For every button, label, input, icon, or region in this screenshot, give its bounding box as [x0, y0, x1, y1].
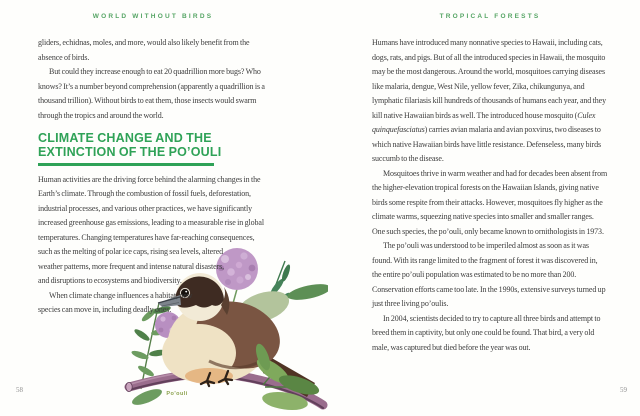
- pooulli-bird-artwork: [113, 247, 328, 416]
- section-heading-line2: EXTINCTION OF THE PO’OULI: [38, 144, 222, 159]
- running-head-right: TROPICAL FORESTS: [439, 13, 541, 20]
- paragraph-mosquito-part1: Humans have introduced many nonnative species to Hawaii, including cats, dogs, rats, and pigs. But of all the introduced species in Hawaii, the mosquito may be the most dangerous. Around the world, mosquitoes carrying diseases like malaria, dengue, West Nile, yellow fever, Zika, chikungunya, and lymphatic filariasis kill hundreds of thousands of humans each year, and they kill native Hawaiian birds as well. The introduced house mosquito (: [372, 38, 606, 120]
- right-body-text: [372, 0, 608, 355]
- left-body-text: [38, 0, 268, 397]
- page-right: [372, 0, 627, 416]
- paragraph-quadrillion: But could they increase enough to eat 20 quadrillion more bugs? Who knows? It’s a number beyond comprehension (apparently a quadrillion is a thousand trillion). Without birds to eat them, those insects would swarm through the tropics and around the world.: [38, 67, 265, 120]
- gutter-leaf: [286, 281, 328, 303]
- heading-underline: [38, 163, 214, 166]
- paragraph-warm-weather: Mosquitoes thrive in warm weather and had for decades been absent from the higher-elevation tropical forests on the Hawaiian Islands, giving native birds some respite from their attacks. However, mosquitoes fly higher as the climate warms, squeezing native species into smaller and smaller ranges. One such species, the po’ouli, only became known to ornithologists in 1973.: [372, 168, 608, 236]
- paragraph-capture: In 2004, scientists decided to try to capture all three birds and attempt to breed them in captivity, but only one could be found. That bird, a very old male, was captured but died before the year was out.: [372, 313, 601, 352]
- paragraph-climate-part1: Human activities are the driving force behind the alarming changes in the Earth’s climate. Through the combustion of fossil fuels, deforestation, industrial processes, and various other practices, we have significantly increased greenhouse gas emissions, leading to a measurable rise in global temperatures. Changing temperatures have: [38, 174, 264, 242]
- species-name: Culex quinquefasciatus: [372, 110, 596, 134]
- paragraph-mosquito: [372, 36, 608, 167]
- paragraph-imperiled: The po’ouli was understood to be imperiled almost as soon as it was found. With its range limited to the fragment of forest it was discovered in, the entire po’ouli population was estimated to be no more than 200. Conservation efforts came too late. In the 1990s, extensive surveys turned up just three living po’oulis.: [372, 241, 606, 308]
- paragraph-climate-part2: far-reaching consequences, such as the melting of polar ice caps, rising sea levels, altered weather patterns, more frequent and intense natural disasters, and disruptions to ecosystems and biodiversity.: [38, 232, 255, 285]
- section-heading: [38, 132, 268, 159]
- paragraph-new-species: When climate change influences a habitat, new species can move in, including deadly ones.: [38, 290, 193, 314]
- page-left: [16, 0, 268, 416]
- paragraph-benefit: gliders, echidnas, moles, and more, would also likely benefit from the absence of birds.: [38, 38, 250, 62]
- section-heading-line1: CLIMATE CHANGE AND THE: [38, 131, 212, 145]
- running-head-left: WORLD WITHOUT BIRDS: [92, 13, 214, 20]
- page-number-right: 59: [620, 386, 627, 394]
- paragraph-mosquito-part2: ) carries avian malaria and avian poxvirus, two diseases to which native Hawaiian birds have little resistance. Defenseless, many birds succumb to the disease.: [372, 125, 602, 163]
- page-number-left: 58: [16, 386, 23, 394]
- pooulli-illustration: [113, 247, 268, 416]
- illustration-caption: Po’ouli: [166, 391, 188, 397]
